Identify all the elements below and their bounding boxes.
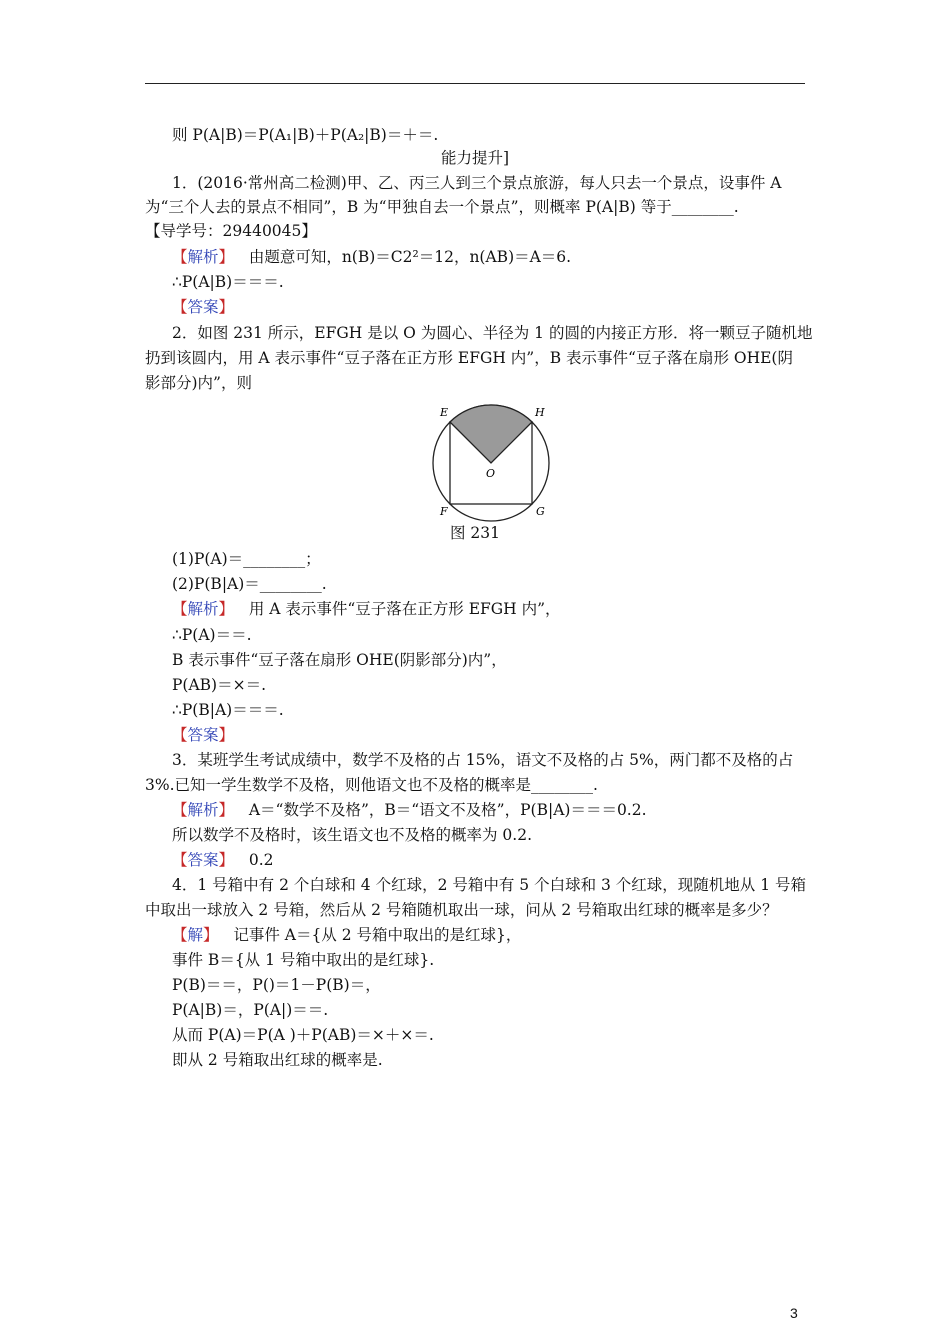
text-line: 则 P(A|B)＝P(A₁|B)＋P(A₂|B)＝＋＝.	[172, 126, 439, 144]
question-1-line: 1．(2016·常州高二检测)甲、乙、丙三人到三个景点旅游，每人只去一个景点，设事件 A	[172, 174, 782, 192]
figure-caption: 图 231	[449, 524, 500, 542]
question-4-solution: 【解】 记事件 A＝{从 2 号箱中取出的是红球}，	[172, 926, 522, 944]
question-3-line: 3%.已知一学生数学不及格，则他语文也不及格的概率是________.	[145, 776, 598, 794]
text-line: ∴P(B|A)＝＝＝.	[172, 701, 284, 719]
header-rule	[145, 83, 805, 84]
answer-label: 【答案】	[172, 298, 235, 316]
question-4-line: 4．1 号箱中有 2 个白球和 4 个红球，2 号箱中有 5 个白球和 3 个红球，现随机地从 1 号箱	[172, 876, 807, 894]
page-number: 3	[790, 1305, 798, 1321]
question-1-ref: 【导学号：29440045】	[145, 222, 317, 240]
text-line: P(A|B)＝，P(A|)＝＝.	[172, 1001, 329, 1019]
text-line: P(AB)＝×＝.	[172, 676, 267, 694]
question-1-line: 为“三个人去的景点不相同”，B 为“甲独自去一个景点”，则概率 P(A|B) 等于________.	[145, 198, 739, 216]
answer-label: 【答案】	[172, 726, 235, 744]
label-h: H	[535, 406, 545, 419]
solution-text: 由题意可知，n(B)＝C2²＝12，n(AB)＝A＝6.	[248, 248, 572, 266]
label-f: F	[440, 505, 448, 518]
answer-line: 【答案】 0.2	[172, 851, 274, 869]
label-g: G	[536, 505, 545, 518]
text-line: 从而 P(A)＝P(A )＋P(AB)＝×＋×＝.	[172, 1026, 434, 1044]
text-line: 事件 B＝{从 1 号箱中取出的是红球}.	[172, 951, 435, 969]
question-2-line: 2．如图 231 所示，EFGH 是以 O 为圆心、半径为 1 的圆的内接正方形．将一颗豆子随机地	[172, 324, 813, 342]
text-line: B 表示事件“豆子落在扇形 OHE(阴影部分)内”，	[172, 651, 507, 669]
question-2-line: 影部分)内”，则	[145, 374, 252, 392]
circle-square-diagram	[418, 402, 568, 522]
text-line: 所以数学不及格时，该生语文也不及格的概率为 0.2.	[172, 826, 533, 844]
section-title: 能力提升]	[440, 149, 510, 167]
question-2-line: 扔到该圆内，用 A 表示事件“豆子落在正方形 EFGH 内”，B 表示事件“豆子落在扇形 OHE(阴	[145, 349, 793, 367]
figure-231	[418, 402, 568, 526]
question-4-line: 中取出一球放入 2 号箱，然后从 2 号箱随机取出一球，问从 2 号箱取出红球的概率是多少？	[145, 901, 778, 919]
question-2-part: (1)P(A)＝________；	[172, 550, 321, 568]
sector-ohe	[450, 405, 532, 463]
text-line: ∴P(A)＝＝.	[172, 626, 252, 644]
question-3-line: 3．某班学生考试成绩中，数学不及格的占 15%，语文不及格的占 5%，两门都不及格的占	[172, 751, 794, 769]
solution-tag: 解析	[187, 248, 219, 266]
question-1-solution	[172, 246, 571, 268]
text-line: 即从 2 号箱取出红球的概率是.	[172, 1051, 383, 1069]
bracket: 】	[218, 248, 235, 266]
text-line: ∴P(A|B)＝＝＝.	[172, 273, 284, 291]
label-e: E	[440, 406, 449, 419]
bracket: 【	[172, 248, 188, 266]
question-2-part: (2)P(B|A)＝________.	[172, 575, 327, 593]
label-o: O	[486, 467, 496, 480]
question-3-solution: 【解析】 A＝“数学不及格”，B＝“语文不及格”，P(B|A)＝＝＝0.2.	[172, 801, 647, 819]
question-2-solution: 【解析】 用 A 表示事件“豆子落在正方形 EFGH 内”，	[172, 600, 561, 618]
text-line: P(B)＝＝，P()＝1－P(B)＝，	[172, 976, 381, 994]
